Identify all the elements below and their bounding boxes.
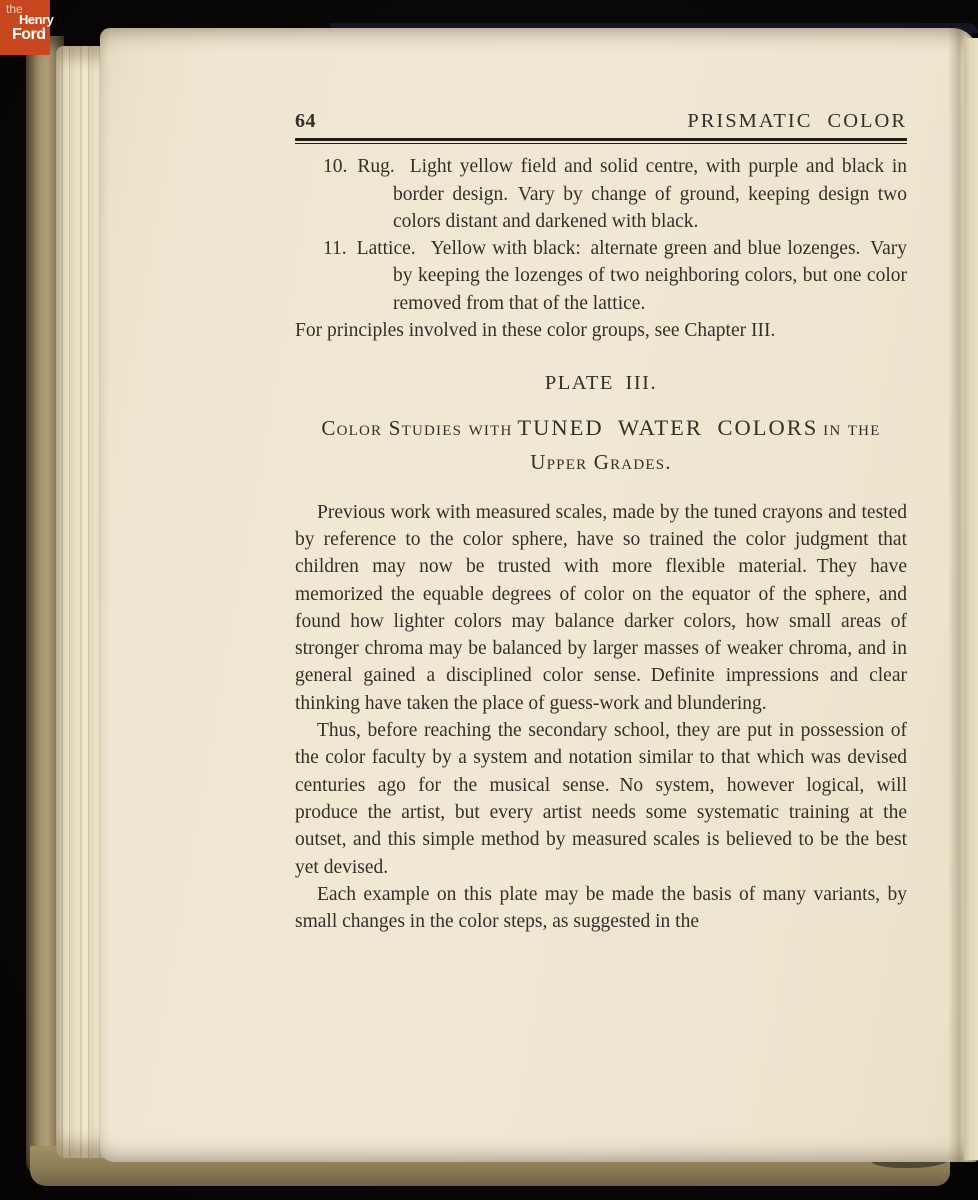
logo-text-the: the	[6, 2, 23, 16]
plate-subtitle-line1	[295, 411, 907, 446]
plate-subtitle	[295, 411, 907, 480]
item-text: Yellow with black: alternate green and blue lozenges. Vary by keeping the lozenges of two neighboring colors, but one color removed from that of the lattice.	[393, 238, 907, 314]
numbered-list	[295, 153, 907, 344]
page-crease-shadow	[948, 28, 964, 1162]
henry-ford-logo	[0, 0, 54, 55]
subtitle-smallcaps: in the	[823, 415, 881, 440]
book-page	[100, 28, 978, 1162]
list-footnote: For principles involved in these color groups, see Chapter III.	[295, 320, 776, 342]
item-number: 11.	[323, 238, 347, 260]
item-text: Light yellow field and solid centre, with purple and black in border design. Vary by change of ground, keeping design two colors distant and darkened with black.	[393, 156, 907, 232]
item-term: Lattice.	[356, 238, 416, 260]
body-paragraph: Previous work with measured scales, made by the tuned crayons and tested by reference to the color sphere, have so trained the color judgment that children may now be trusted with more flexible material. They have memorized the equable degrees of color on the equator of the sphere, and found how lighter colors may balance darker colors, how small areas of stronger chroma may be balanced by larger masses of weaker chroma, and in general gained a disciplined color sense. Definite impressions and clear thinking have taken the place of guess-work and blundering.	[295, 501, 907, 714]
subtitle-smallcaps: Color Studies with	[321, 415, 513, 440]
plate-heading: PLATE III.	[544, 372, 658, 395]
body-paragraph: Thus, before reaching the secondary school, they are put in possession of the color faculty by a system and notation similar to that which was devised centuries ago for the musical sense. No system, however logical, will produce the artist, but every artist needs some systematic training at the outset, and this simple method by measured scales is believed to be the best yet devised.	[295, 720, 907, 878]
page-header	[295, 108, 907, 135]
body-paragraph: Each example on this plate may be made the basis of many variants, by small changes in the color steps, as suggested in the	[295, 883, 907, 933]
page-number: 64	[295, 110, 316, 132]
page-content	[295, 108, 907, 935]
running-title: PRISMATIC COLOR	[687, 110, 907, 132]
list-item	[295, 235, 907, 317]
subtitle-caps: TUNED WATER COLORS	[517, 414, 819, 440]
item-number: 10.	[323, 156, 348, 178]
logo-text-ford: Ford	[12, 26, 46, 43]
list-item	[295, 153, 907, 235]
subtitle-smallcaps: Upper Grades.	[530, 449, 672, 474]
plate-subtitle-line2	[295, 446, 907, 480]
logo-text-henry: Henry	[19, 12, 54, 27]
header-rule	[295, 138, 907, 144]
adjacent-page-edge	[964, 38, 978, 1160]
item-term: Rug.	[357, 156, 395, 178]
